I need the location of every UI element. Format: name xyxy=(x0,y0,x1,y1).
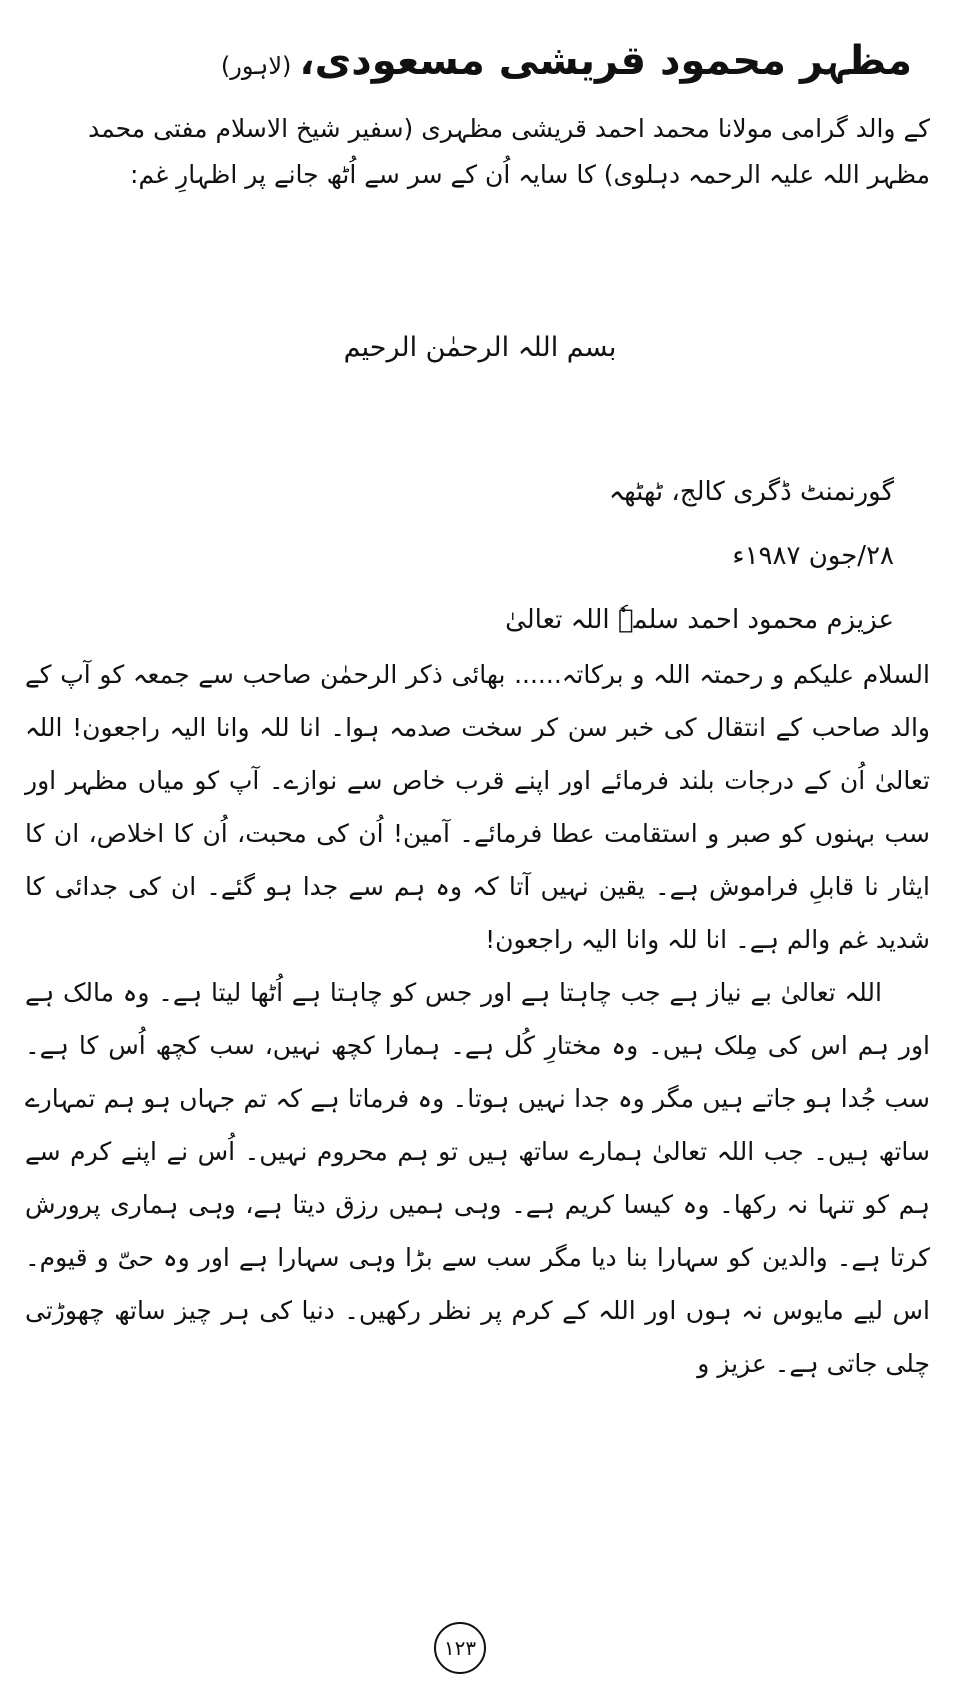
letter-date: ۲۸/جون ۱۹۸۷ء xyxy=(732,541,894,571)
letter-paragraph-2: اللہ تعالیٰ بے نیاز ہے جب چاہتا ہے اور جس کو چاہتا ہے اُٹھا لیتا ہے۔ وہ مالک ہے اور ہم اس کی مِلک ہیں۔ وہ مختارِ کُل ہے۔ ہمارا کچھ نہیں، سب کچھ اُس کا ہے۔ سب جُدا ہو جاتے ہیں مگر وہ جدا نہیں ہوتا۔ وہ فرماتا ہے کہ تم جہاں ہو ہم تمہارے ساتھ ہیں۔ جب اللہ تعالیٰ ہمارے ساتھ ہیں تو ہم محروم نہیں۔ اُس نے اپنے کرم سے ہم کو تنہا نہ رکھا۔ وہ کیسا کریم ہے۔ وہی ہمیں رزق دیتا ہے، وہی ہماری پرورش کرتا ہے۔ والدین کو سہارا بنا دیا مگر سب سے بڑا وہی سہارا ہے اور وہ حیّ و قیوم۔ اس لیے مایوس نہ ہوں اور اللہ کے کرم پر نظر رکھیں۔ دنیا کی ہر چیز ساتھ چھوڑتی چلی جاتی ہے۔ عزیز و xyxy=(25,978,930,1378)
bismillah: بسم اللہ الرحمٰن الرحیم xyxy=(343,332,617,363)
heading-city: (لاہور) xyxy=(220,52,292,80)
letter-paragraph-1: السلام علیکم و رحمتہ اللہ و برکاتہ...... بھائی ذکر الرحمٰن صاحب سے جمعہ کو آپ کے والد صاحب کے انتقال کی خبر سن کر سخت صدمہ ہوا۔ انا للہ وانا الیہ راجعون! اللہ تعالیٰ اُن کے درجات بلند فرمائے اور اپنے قرب خاص سے نوازے۔ آپ کو میاں مظہر اور سب بہنوں کو صبر و استقامت عطا فرمائے۔ آمین! اُن کی محبت، اُن کا اخلاص، ان کا ایثار نا قابلِ فراموش ہے۔ یقین نہیں آتا کہ وہ ہم سے جدا ہو گئے۔ ان کی جدائی کا شدید غم والم ہے۔ انا للہ وانا الیہ راجعون! xyxy=(25,660,930,954)
page-number: ۱۲۳ xyxy=(434,1622,486,1674)
letter-salutation: عزیزم محمود احمد سلمہٗ اللہ تعالیٰ xyxy=(505,605,894,635)
intro-paragraph: کے والد گرامی مولانا محمد احمد قریشی مظہری (سفیر شیخ الاسلام مفتی محمد مظہر اللہ علیہ الرحمہ دہلوی) کا سایہ اُن کے سر سے اُٹھ جانے پر اظہارِ غم: xyxy=(88,114,930,189)
letter-body xyxy=(25,648,930,1390)
page-heading xyxy=(32,38,912,84)
heading-name: مظہر محمود قریشی مسعودی، xyxy=(299,38,912,84)
letter-college: گورنمنٹ ڈگری کالج، ٹھٹھہ xyxy=(608,477,894,507)
letter-header xyxy=(294,460,894,652)
